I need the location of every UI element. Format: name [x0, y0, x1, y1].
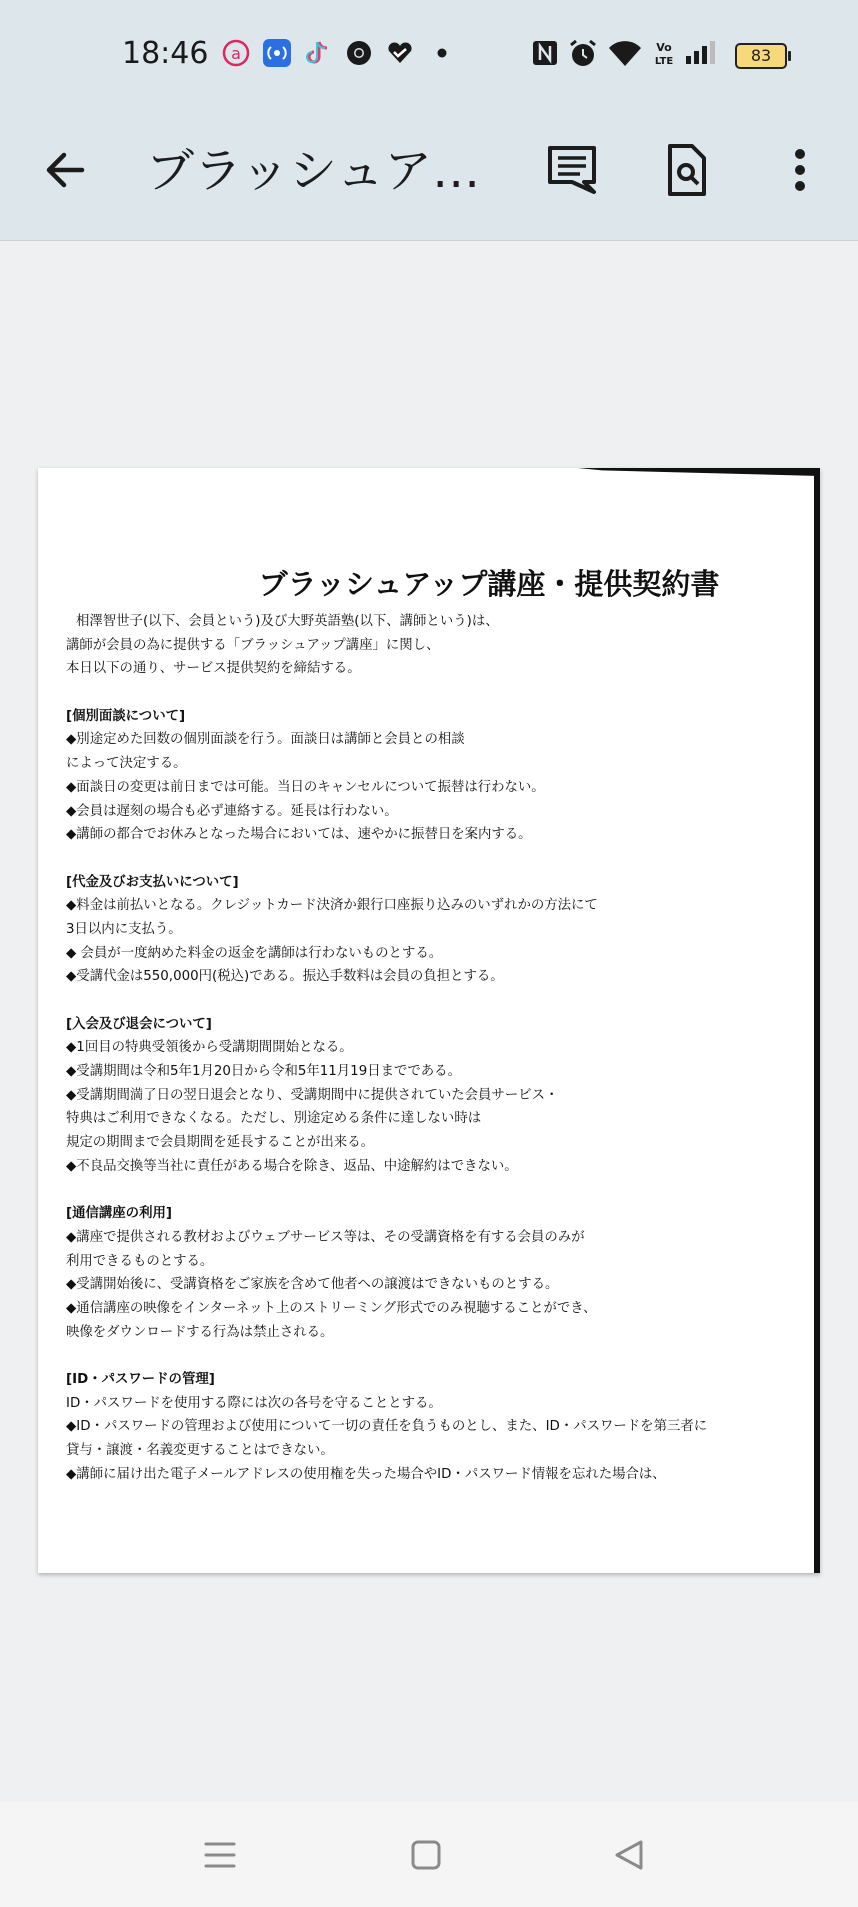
nfc-icon: [530, 38, 560, 68]
more-vert-icon: [790, 142, 810, 198]
document-line: ◆講師の都合でお休みとなった場合においては、速やかに振替日を案内する。: [66, 827, 532, 843]
document-line: ◆受講代金は550,000円(税込)である。振込手数料は会員の負担とする。: [66, 969, 504, 985]
svg-text:LTE: LTE: [654, 56, 674, 67]
comment-button[interactable]: [537, 135, 607, 205]
navigation-bar: [0, 1802, 858, 1907]
volte-icon: [652, 38, 676, 68]
document-line: 利用できるものとする。: [66, 1253, 214, 1269]
document-page[interactable]: [38, 468, 820, 1573]
document-line: ◆ 会員が一度納めた料金の返金を講師は行わないものとする。: [66, 945, 443, 961]
document-section-heading: [入会及び退会について]: [66, 1016, 212, 1032]
find-in-page-icon: [658, 142, 714, 198]
signal-icon: [684, 38, 722, 68]
page-scan-top-edge: [578, 468, 820, 476]
document-line: 本日以下の通り、サービス提供契約を締結する。: [66, 661, 361, 677]
alarm-icon: [567, 38, 599, 68]
document-line: ◆ID・パスワードの管理および使用について一切の責任を負うものとし、また、ID・パスワードを第三者に: [66, 1419, 708, 1435]
document-line: ID・パスワードを使用する際には次の各号を守ることとする。: [66, 1395, 442, 1411]
document-body: [66, 610, 806, 1486]
document-section-heading: [通信講座の利用]: [66, 1206, 172, 1222]
document-line: ◆受講期間満了日の翌日退会となり、受講期間中に提供されていた会員サービス・: [66, 1087, 559, 1103]
chrome-icon: [344, 38, 374, 68]
menu-lines-icon: [202, 1837, 238, 1873]
heart-app-icon: [385, 38, 415, 68]
system-back-button[interactable]: [604, 1830, 654, 1880]
document-line: 規定の期間まで会員期間を延長することが出来る。: [66, 1135, 374, 1151]
home-button[interactable]: [401, 1830, 451, 1880]
document-line: ◆別途定めた回数の個別面談を行う。面談日は講師と会員との相談: [66, 732, 465, 748]
document-line: ◆講座で提供される教材およびウェブサービス等は、その受講資格を有する会員のみが: [66, 1229, 585, 1245]
document-line: 相澤智世子(以下、会員という)及び大野英語塾(以下、講師という)は、: [76, 614, 499, 629]
document-line: [66, 847, 806, 871]
svg-text:Vo: Vo: [656, 41, 672, 54]
document-line: 講師が会員の為に提供する「ブラッシュアップ講座」に関し、: [66, 637, 440, 653]
document-line: 貸与・譲渡・名義変更することはできない。: [66, 1443, 334, 1459]
recents-button[interactable]: [195, 1830, 245, 1880]
document-line: ◆面談日の変更は前日までは可能。当日のキャンセルについて振替は行わない。: [66, 779, 545, 795]
document-line: ◆1回目の特典受領後から受講期間開始となる。: [66, 1040, 353, 1056]
document-section-heading: [個別面談について]: [66, 708, 186, 724]
document-viewer[interactable]: [0, 241, 858, 1801]
document-line: 特典はご利用できなくなる。ただし、別途定める条件に達しない時は: [66, 1111, 482, 1127]
document-section-heading: [代金及びお支払いについて]: [66, 874, 239, 890]
dot-icon: [436, 38, 448, 68]
document-line: 映像をダウンロードする行為は禁止される。: [66, 1324, 334, 1340]
document-line: ◆受講期間は令和5年1月20日から令和5年11月19日までである。: [66, 1064, 461, 1080]
status-bar: [0, 0, 858, 110]
tiktok-icon: [303, 38, 333, 68]
back-button[interactable]: [38, 140, 98, 200]
comment-icon: [544, 142, 600, 198]
document-heading: ブラッシュアップ講座・提供契約書: [258, 567, 720, 601]
document-line: [66, 681, 806, 705]
document-line: 3日以内に支払う。: [66, 921, 182, 937]
a-circle-icon: [221, 38, 251, 68]
find-in-page-button[interactable]: [651, 135, 721, 205]
svg-text:a: a: [231, 44, 241, 63]
document-line: [66, 989, 806, 1013]
status-time: 18:46: [122, 36, 209, 71]
document-line: [66, 1179, 806, 1203]
document-line: によって決定する。: [66, 756, 187, 772]
document-line: [66, 1344, 806, 1368]
page-scan-edge: [814, 468, 820, 1573]
document-title: ブラッシュア…: [146, 143, 481, 199]
more-options-button[interactable]: [765, 135, 835, 205]
document-line: ◆不良品交換等当社に責任がある場合を除き、返品、中途解約はできない。: [66, 1158, 518, 1174]
document-line: ◆通信講座の映像をインターネット上のストリーミング形式でのみ視聴することができ、: [66, 1300, 597, 1316]
back-arrow-icon: [38, 140, 98, 200]
document-line: ◆講師に届け出た電子メールアドレスの使用権を失った場合やID・パスワード情報を忘れた場合は、: [66, 1466, 666, 1482]
home-square-icon: [408, 1837, 444, 1873]
back-triangle-icon: [611, 1837, 647, 1873]
app-bar: [0, 110, 858, 241]
document-section-heading: [ID・パスワードの管理]: [66, 1372, 215, 1387]
document-line: ◆受講開始後に、受講資格をご家族を含めて他者への譲渡はできないものとする。: [66, 1277, 559, 1293]
podcast-icon: [262, 38, 292, 68]
wifi-icon: [607, 38, 643, 68]
document-line: ◆料金は前払いとなる。クレジットカード決済か銀行口座振り込みのいずれかの方法にて: [66, 898, 598, 914]
document-line: ◆会員は遅刻の場合も必ず連絡する。延長は行わない。: [66, 803, 398, 819]
battery-icon: 83: [735, 43, 787, 69]
